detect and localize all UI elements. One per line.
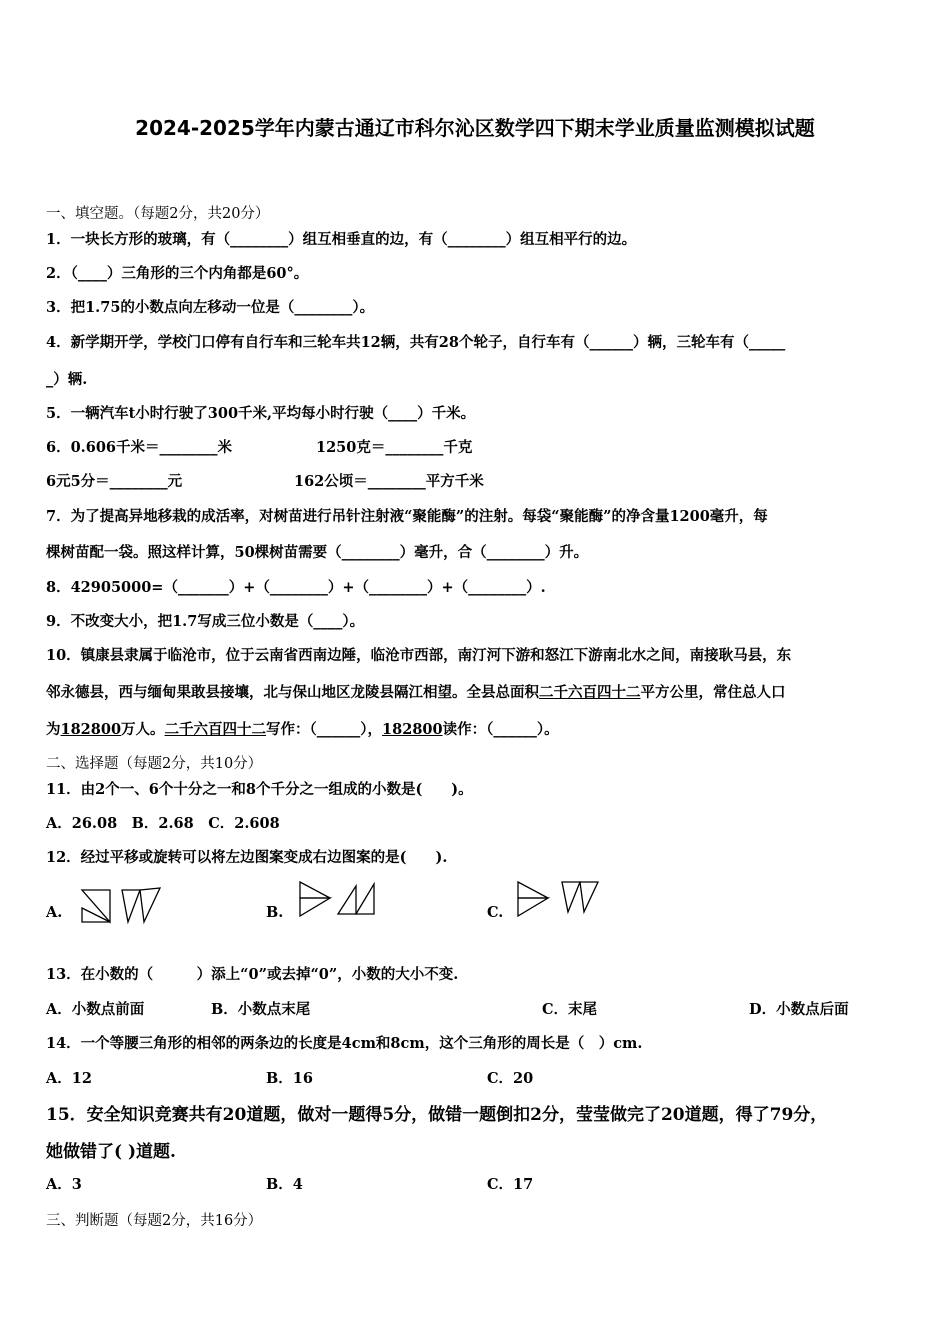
question-7-line-2: 棵树苗配一袋。照这样计算，50棵树苗需要（________）毫升，合（________）升。 (46, 544, 589, 561)
section-1-heading: 一、填空题。（每题2分，共20分） (46, 206, 270, 222)
question-3: 3．把1.75的小数点向左移动一位是（________）。 (46, 299, 375, 316)
q15-option-c: C．17 (487, 1176, 534, 1193)
q14-option-b: B．16 (266, 1070, 313, 1087)
question-14: 14．一个等腰三角形的相邻的两条边的长度是4cm和8cm，这个三角形的周长是（ ）cm. (46, 1035, 643, 1052)
q12-option-c: C. (487, 904, 504, 921)
question-6-item-3: 6元5分＝________元 (46, 473, 183, 490)
question-6-item-1: 6．0.606千米＝________米 (46, 439, 232, 456)
q10-text: 平方公里，常住总人口 (640, 684, 786, 701)
question-6-item-2: 1250克＝________千克 (316, 439, 473, 456)
q10-text: 为 (46, 721, 61, 738)
q15-option-a: A．3 (46, 1176, 82, 1193)
question-12: 12．经过平移或旋转可以将左边图案变成右边图案的是( ). (46, 849, 448, 866)
q12-option-b: B. (266, 904, 284, 921)
section-3-heading: 三、判断题（每题2分，共16分） (46, 1213, 263, 1229)
section-2-heading: 二、选择题（每题2分，共10分） (46, 756, 263, 772)
question-13: 13．在小数的（ ）添上“0”或去掉“0”，小数的大小不变. (46, 966, 459, 983)
question-10-line-2 (46, 681, 786, 702)
q13-option-b: B．小数点末尾 (211, 1001, 311, 1018)
q10-text: 邻永德县，西与缅甸果敢县接壤，北与保山地区龙陵县隔江相望。全县总面积 (46, 684, 539, 701)
question-4-line-2: _）辆. (46, 371, 88, 388)
question-10-line-1: 10．镇康县隶属于临沧市，位于云南省西南边陲，临沧市西部，南汀河下游和怒江下游南北水之间，南接耿马县，东 (46, 647, 792, 664)
question-6-item-4: 162公顷＝________平方千米 (294, 473, 484, 490)
question-9: 9．不改变大小，把1.7写成三位小数是（____）。 (46, 613, 365, 630)
q10-underlined-area: 二千六百四十二 (164, 721, 267, 738)
q14-option-c: C．20 (487, 1070, 534, 1087)
q13-option-c: C．末尾 (542, 1001, 598, 1018)
question-11: 11．由2个一、6个十分之一和8个千分之一组成的小数是( )。 (46, 781, 473, 798)
page-title: 2024-2025学年内蒙古通辽市科尔沁区数学四下期末学业质量监测模拟试题 (135, 116, 815, 140)
q13-option-a: A．小数点前面 (46, 1001, 145, 1018)
q12-figure-c (516, 880, 600, 920)
question-7-line-1: 7．为了提高异地移栽的成活率，对树苗进行吊针注射液“聚能酶”的注射。每袋“聚能酶”的净含量1200毫升，每 (46, 508, 768, 525)
question-1: 1．一块长方形的玻璃，有（________）组互相垂直的边，有（________）组互相平行的边。 (46, 231, 637, 248)
question-15-line-2: 她做错了( )道题. (46, 1142, 176, 1162)
question-8: 8．42905000=（_______）+（________）+（________）+（________）. (46, 579, 546, 596)
q10-text: 读作：（______）。 (442, 721, 559, 738)
question-10-line-3 (46, 718, 559, 739)
question-5: 5．一辆汽车t小时行驶了300千米,平均每小时行驶（____）千米。 (46, 405, 476, 422)
q10-underlined-population: 182800 (60, 721, 122, 738)
q14-option-a: A．12 (46, 1070, 92, 1087)
question-4-line-1: 4．新学期开学，学校门口停有自行车和三轮车共12辆，共有28个轮子，自行车有（______）辆，三轮车有（_____ (46, 334, 786, 351)
q13-option-d: D．小数点后面 (749, 1001, 849, 1018)
question-15-line-1: 15．安全知识竞赛共有20道题，做对一题得5分，做错一题倒扣2分，莹莹做完了20道题，得了79分， (46, 1105, 828, 1125)
q12-figure-b (298, 880, 378, 920)
question-11-options: A．26.08 B．2.68 C．2.608 (46, 815, 280, 832)
q10-underlined-population: 182800 (382, 721, 443, 738)
question-2: 2．（____）三角形的三个内角都是60°。 (46, 265, 309, 282)
q10-text: 万人。 (121, 721, 165, 738)
q10-underlined-area: 二千六百四十二 (539, 684, 641, 701)
q12-option-a: A. (46, 904, 63, 921)
q12-figure-a (80, 884, 162, 926)
q15-option-b: B．4 (266, 1176, 303, 1193)
q10-text: 写作：（______）， (266, 721, 383, 738)
